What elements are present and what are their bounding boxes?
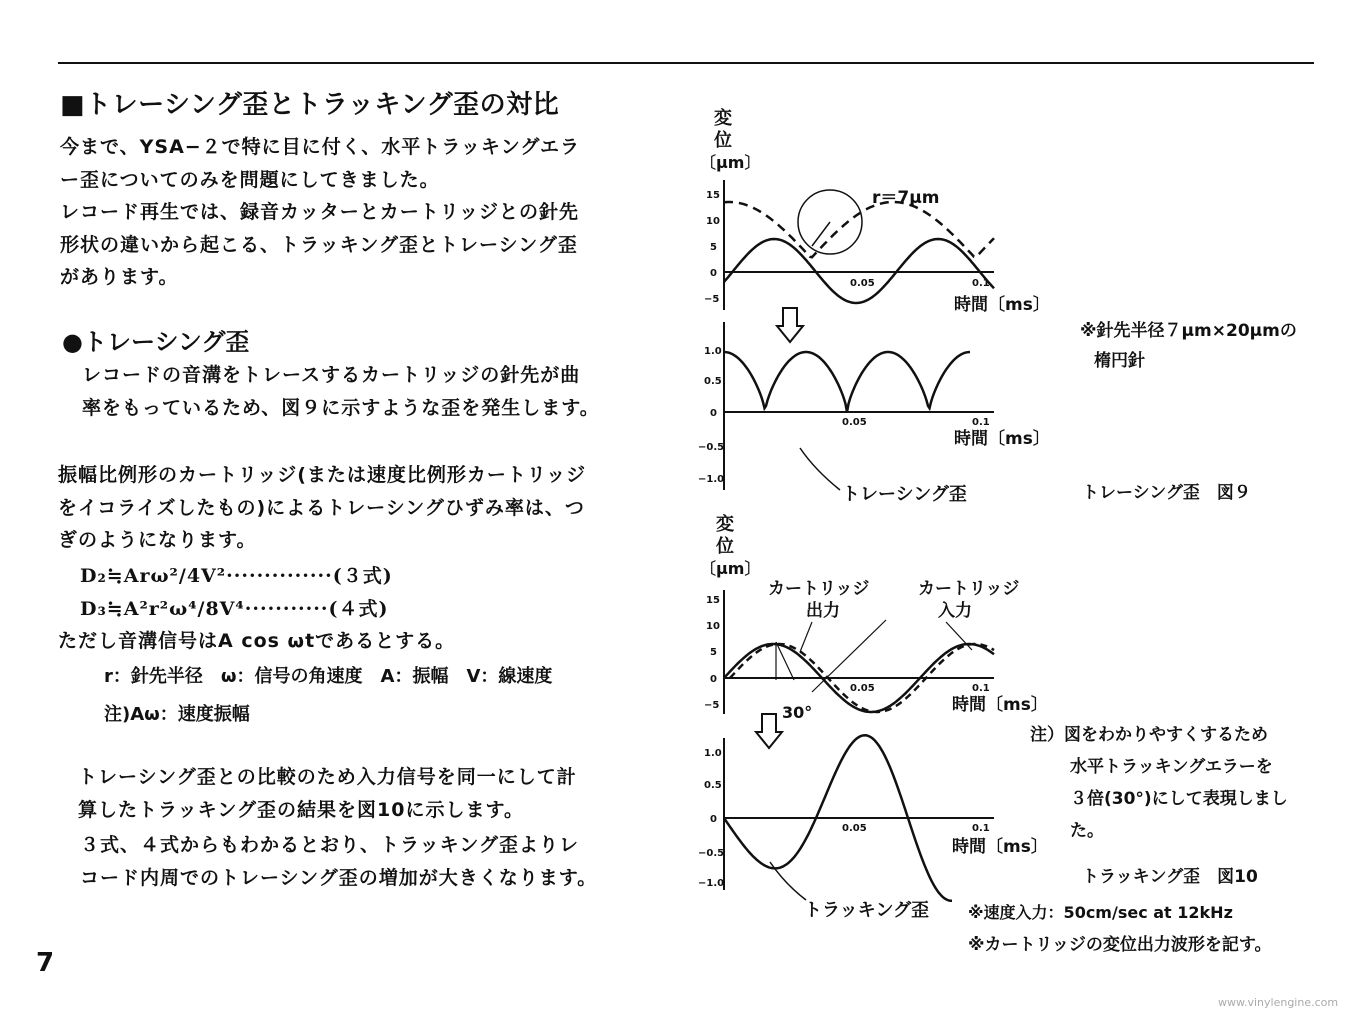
fig9-top-ytick: 5	[710, 242, 717, 253]
fig10-caption: トラッキング歪 図10	[1082, 867, 1258, 887]
intro-line: レコード再生では、録音カッターとカートリッジとの針先	[60, 201, 580, 223]
fig10-input-label: カートリッジ	[918, 579, 1020, 599]
formula-4: D₃≒A²r²ω⁴/8V⁴···········(４式)	[80, 597, 389, 620]
tracing-line: 率をもっているため、図９に示すような歪を発生します。	[82, 396, 600, 419]
fig9-bottom-ytick: 1.0	[704, 346, 722, 357]
fig10-note: 注）図をわかりやすくするため	[1030, 725, 1268, 745]
watermark: www.vinylengine.com	[1218, 996, 1339, 1009]
fig10-output-label: カートリッジ	[768, 579, 870, 599]
fig10-top-ytick: 10	[706, 621, 720, 632]
fig10-bottom-xtick: 0.1	[972, 823, 990, 834]
fig10-top-xtick: 0.05	[850, 683, 875, 694]
symbol-note: 注)Aω：速度振幅	[104, 704, 250, 725]
fig10-output-leader	[800, 622, 812, 652]
fig9-note: 楕円針	[1094, 351, 1145, 371]
fig10-speed-note: ※速度入力：50cm/sec at 12kHz	[968, 903, 1233, 922]
fig10-bottom-ytick: −1.0	[698, 878, 725, 889]
fig10-note: た。	[1070, 821, 1104, 841]
conclusion-line: ３式、４式からもわかるとおり、トラッキング歪よりレ	[80, 834, 580, 856]
fig10-input-label: 入力	[938, 601, 972, 621]
fig9-caption: トレーシング歪 図９	[1082, 483, 1251, 503]
page-number: 7	[36, 948, 55, 978]
tracing-line: レコードの音溝をトレースするカートリッジの針先が曲	[82, 364, 581, 386]
fig10-top-xlabel: 時間〔ms〕	[952, 695, 1048, 715]
amplitude-line: ぎのようになります。	[58, 529, 257, 551]
fig9-top-xtick: 0.1	[972, 278, 990, 289]
fig10-ylabel-unit: 〔μm〕	[700, 559, 761, 578]
fig10-bottom-ytick: 0.5	[704, 780, 722, 791]
fig10-curve-label: トラッキング歪	[804, 900, 930, 921]
symbols-legend: r：針先半径 ω：信号の角速度 A：振幅 V：線速度	[104, 666, 553, 687]
fig9-bottom-ytick: −1.0	[698, 474, 725, 485]
comparison-line: トレーシング歪との比較のため入力信号を同一にして計	[78, 766, 577, 788]
fig10-top-ytick: −5	[704, 700, 720, 711]
fig9-curve-label: トレーシング歪	[842, 484, 967, 505]
fig9-top-xtick: 0.05	[850, 278, 875, 289]
fig9-bottom-xtick: 0.1	[972, 417, 990, 428]
fig10-bottom-ytick: 0	[710, 814, 717, 825]
fig9-top-ytick: 0	[710, 268, 717, 279]
fig10-output-label: 出力	[806, 601, 840, 621]
formula-3: D₂≒Arω²/4V²··············(３式)	[80, 565, 393, 587]
fig9-bottom-xtick: 0.05	[842, 417, 867, 428]
fig10-top-ytick: 0	[710, 674, 717, 685]
fig10-top-ytick: 15	[706, 595, 720, 606]
fig10-bottom-xtick: 0.05	[842, 823, 867, 834]
fig9-top-xlabel: 時間〔ms〕	[954, 295, 1050, 315]
amplitude-line: 振幅比例形のカートリッジ(または速度比例形カートリッジ	[58, 464, 587, 486]
fig9-distortion-curve	[724, 352, 970, 412]
fig9-leader-line	[800, 448, 840, 490]
fig9-bottom-ytick: 0	[710, 408, 717, 419]
fig9-bottom-ytick: 0.5	[704, 376, 722, 387]
fig9-down-arrow	[777, 308, 803, 342]
fig9-note: ※針先半径７μm×20μmの	[1080, 321, 1297, 341]
fig10-ylabel: 位	[716, 536, 734, 557]
section-heading: ■トレーシング歪とトラッキング歪の対比	[60, 90, 560, 120]
tracing-subheading: ●トレーシング歪	[62, 328, 250, 356]
fig10-note: ３倍(30°)にして表現しまし	[1070, 789, 1288, 809]
fig10-bottom-ytick: 1.0	[704, 748, 722, 759]
fig9-ylabel-unit: 〔μm〕	[700, 153, 761, 172]
fig10-down-arrow	[756, 714, 782, 748]
fig10-angle-label: 30°	[782, 703, 813, 722]
fig9-top-ytick: 10	[706, 216, 720, 227]
provided-line: ただし音溝信号はA cos ωtであるとする。	[58, 630, 456, 652]
fig10-note: 水平トラッキングエラーを	[1070, 757, 1273, 777]
comparison-line: 算したトラッキング歪の結果を図10に示します。	[78, 798, 524, 821]
fig10-waveform-note: ※カートリッジの変位出力波形を記す。	[968, 935, 1272, 955]
fig9-top-ytick: −5	[704, 294, 720, 305]
fig10-bottom-xlabel: 時間〔ms〕	[952, 837, 1048, 857]
amplitude-line: をイコライズしたもの)によるトレーシングひずみ率は、つ	[58, 496, 585, 519]
fig9-top-ytick: 15	[706, 190, 720, 201]
fig9-ylabel: 変	[714, 108, 732, 129]
intro-line: があります。	[60, 266, 179, 288]
fig10-top-ytick: 5	[710, 647, 717, 658]
intro-line: 今まで、YSA−２で特に目に付く、水平トラッキングエラ	[60, 136, 580, 158]
fig9-radius-label: r＝7μm	[872, 188, 940, 208]
fig9-bottom-xlabel: 時間〔ms〕	[954, 429, 1050, 449]
fig10-ylabel: 変	[716, 514, 734, 535]
fig9-ylabel: 位	[714, 130, 732, 151]
conclusion-line: コード内周でのトレーシング歪の増加が大きくなります。	[80, 866, 598, 889]
fig10-input-leader	[812, 620, 886, 692]
intro-line: ー歪についてのみを問題にしてきました。	[60, 168, 440, 191]
fig9-bottom-ytick: −0.5	[698, 442, 725, 453]
fig10-top-xtick: 0.1	[972, 683, 990, 694]
intro-line: 形状の違いから起こる、トラッキング歪とトレーシング歪	[60, 233, 578, 256]
fig10-bottom-ytick: −0.5	[698, 848, 725, 859]
